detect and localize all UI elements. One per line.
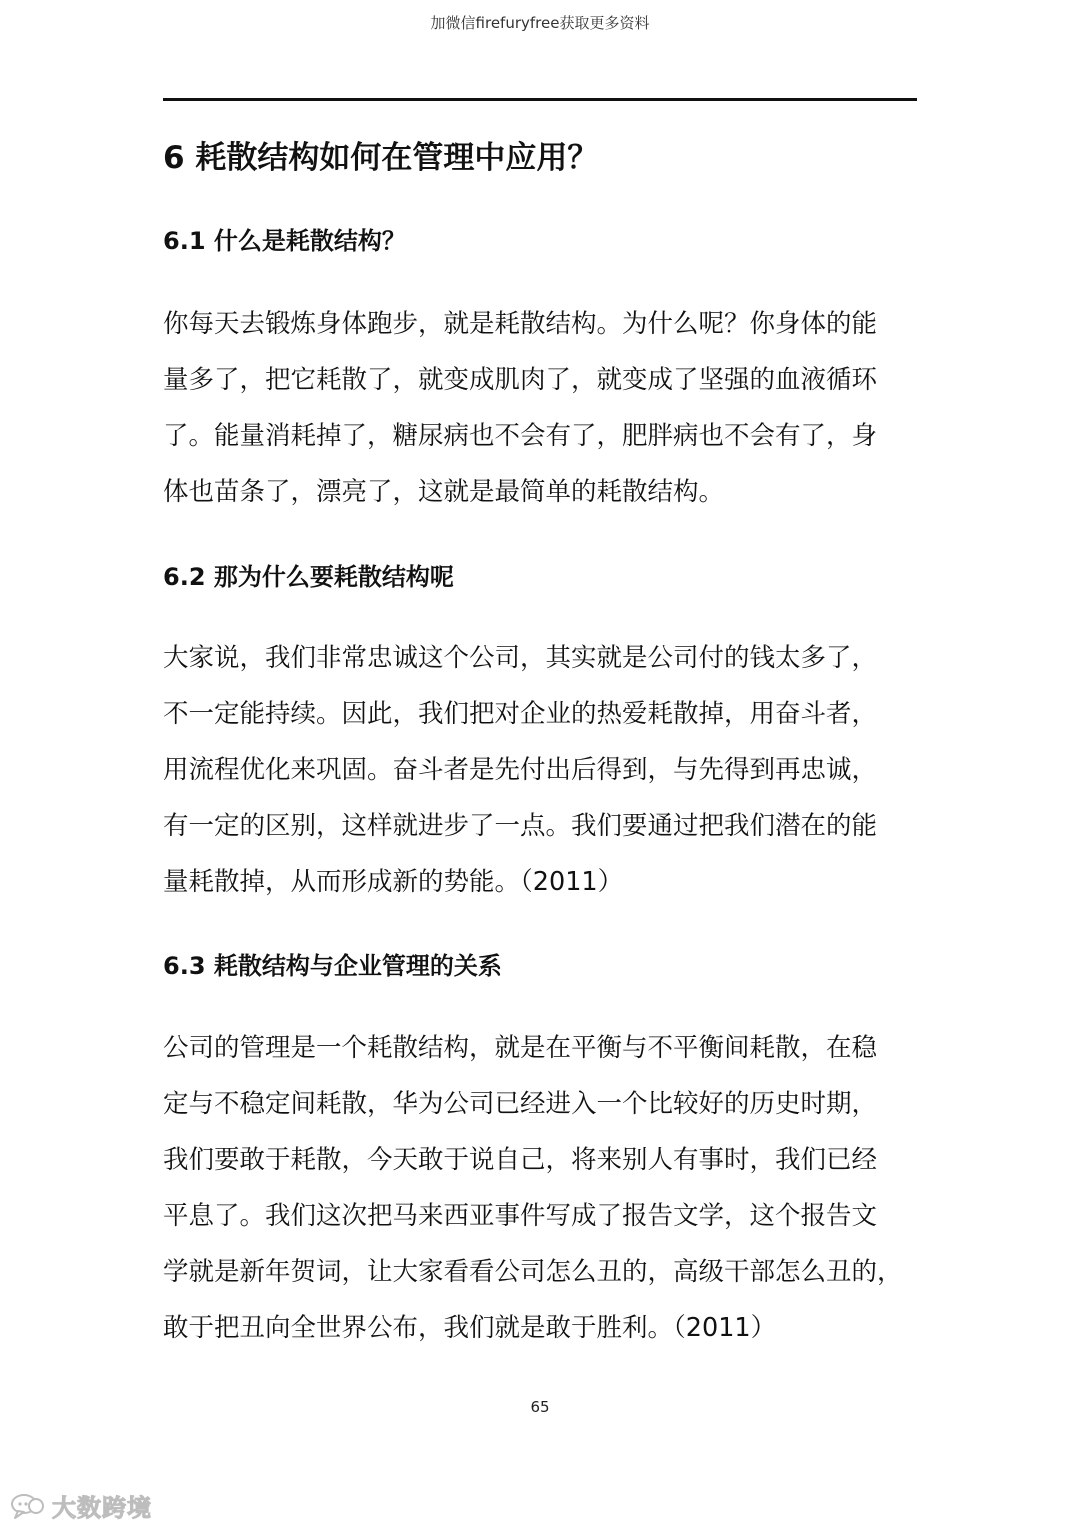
page-number: 65 xyxy=(530,1398,550,1416)
section-title-6-2: 6.2 那为什么要耗散结构呢 xyxy=(163,563,454,591)
paragraph-line: 公司的管理是一个耗散结构，就是在平衡与不平衡间耗散，在稳 xyxy=(163,1033,878,1063)
section-6-1-paragraph xyxy=(163,296,923,520)
paragraph-line: 了。能量消耗掉了，糖尿病也不会有了，肥胖病也不会有了，身 xyxy=(163,421,878,451)
chat-bubble-logo-icon xyxy=(10,1492,46,1520)
paragraph-line: 敢于把丑向全世界公布，我们就是敢于胜利。（2011） xyxy=(163,1313,777,1343)
section-6-2-paragraph xyxy=(163,630,923,910)
paragraph-line: 大家说，我们非常忠诚这个公司，其实就是公司付的钱太多了， xyxy=(163,643,878,673)
page-header: 加微信firefuryfree获取更多资料 xyxy=(430,14,650,32)
watermark-text: 大数跨境 xyxy=(52,1494,152,1522)
section-title-6-3: 6.3 耗散结构与企业管理的关系 xyxy=(163,952,502,980)
paragraph-line: 定与不稳定间耗散，华为公司已经进入一个比较好的历史时期， xyxy=(163,1089,878,1119)
paragraph-line: 不一定能持续。因此，我们把对企业的热爱耗散掉，用奋斗者， xyxy=(163,699,878,729)
chapter-title: 6 耗散结构如何在管理中应用？ xyxy=(163,140,599,176)
paragraph-line: 用流程优化来巩固。奋斗者是先付出后得到，与先得到再忠诚， xyxy=(163,755,878,785)
paragraph-line: 量耗散掉，从而形成新的势能。（2011） xyxy=(163,867,624,897)
paragraph-line: 量多了，把它耗散了，就变成肌肉了，就变成了坚强的血液循环 xyxy=(163,365,878,395)
paragraph-line: 有一定的区别，这样就进步了一点。我们要通过把我们潜在的能 xyxy=(163,811,878,841)
paragraph-line: 你每天去锻炼身体跑步，就是耗散结构。为什么呢？你身体的能 xyxy=(163,309,878,339)
watermark xyxy=(10,1488,152,1523)
section-title-6-1: 6.1 什么是耗散结构？ xyxy=(163,227,406,255)
paragraph-line: 体也苗条了，漂亮了，这就是最简单的耗散结构。 xyxy=(163,477,725,507)
paragraph-line: 平息了。我们这次把马来西亚事件写成了报告文学，这个报告文 xyxy=(163,1201,878,1231)
section-6-3-paragraph xyxy=(163,1020,923,1356)
paragraph-line: 我们要敢于耗散，今天敢于说自己，将来别人有事时，我们已经 xyxy=(163,1145,878,1175)
header-divider xyxy=(163,98,917,101)
paragraph-line: 学就是新年贺词，让大家看看公司怎么丑的，高级干部怎么丑的， xyxy=(163,1257,903,1287)
